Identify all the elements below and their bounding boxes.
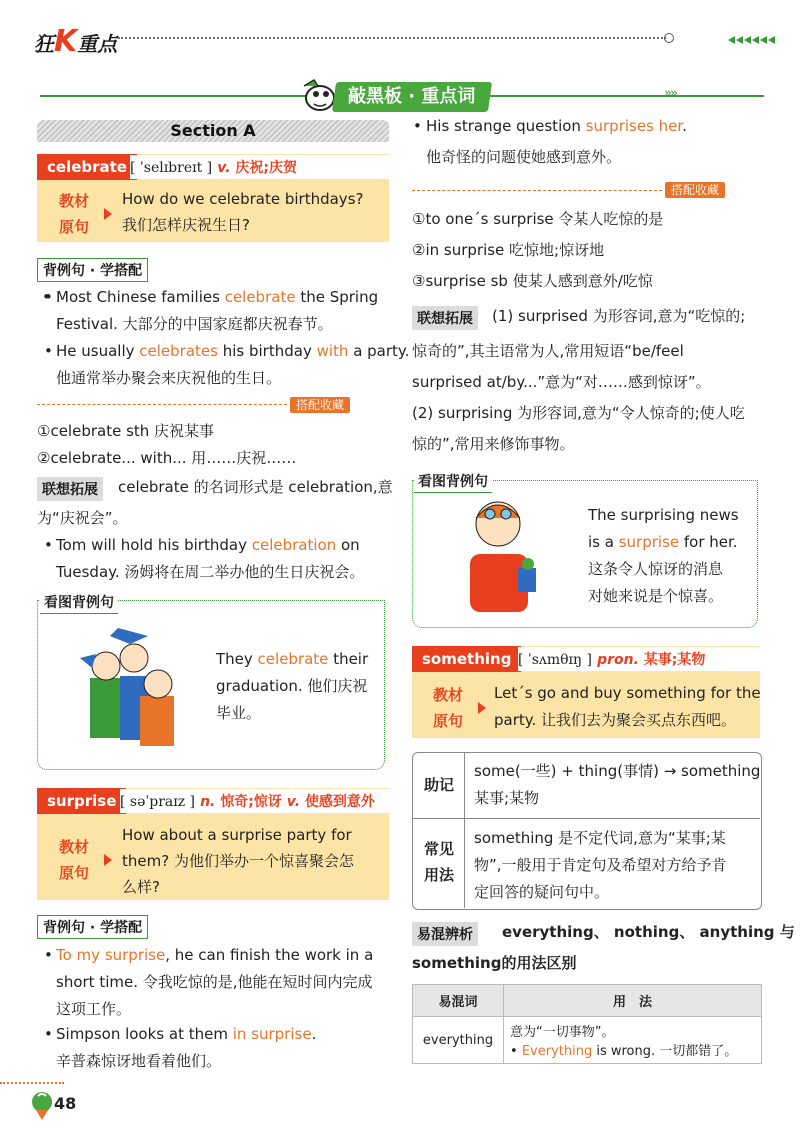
swimmer-girl-illustration bbox=[448, 492, 558, 614]
example-sentence-cont: 他通常举办聚会来庆祝他的生日。 bbox=[56, 369, 282, 387]
memo-text: some(一些) + thing(事情) → something bbox=[474, 762, 761, 780]
usage-label: 用法 bbox=[423, 866, 454, 884]
brand-rest: 重点 bbox=[77, 32, 118, 56]
textbook-label: 原句 bbox=[58, 218, 89, 236]
examples-tag: 背例句 · 学搭配 bbox=[37, 915, 148, 939]
bullet: • bbox=[44, 946, 53, 964]
celebrate-meaning: 庆祝;庆贺 bbox=[235, 160, 298, 176]
extend-text: surprised at/by...”意为“对……感到惊讶”。 bbox=[412, 373, 711, 391]
collocation: ②in surprise 吃惊地;惊讶地 bbox=[412, 241, 605, 259]
celebrate-phonetic: [ ˈselɪbreɪt ] bbox=[130, 160, 213, 176]
usage-text: 定回答的疑问句中。 bbox=[474, 883, 610, 901]
brand-k: K bbox=[54, 24, 78, 59]
extend-text: 为“庆祝会”。 bbox=[37, 509, 128, 527]
triangle-icon bbox=[728, 36, 735, 44]
example-sentence-cont: short time. 令我吃惊的是,他能在短时间内完成 bbox=[56, 973, 373, 991]
bullet: • bbox=[44, 536, 53, 554]
textbook-label: 教材 bbox=[58, 192, 89, 210]
collocation: ②celebrate... with... 用……庆祝…… bbox=[37, 449, 297, 467]
table-cell-usage: 意为“一切事物”。 • Everything is wrong. 一切都错了。 bbox=[504, 1017, 762, 1064]
table-row bbox=[413, 1017, 762, 1064]
celebrate-definition-bar bbox=[130, 155, 389, 179]
brand-logo bbox=[34, 24, 117, 59]
table-header: 易混词 bbox=[413, 985, 504, 1017]
triangle-icon bbox=[768, 36, 775, 44]
extend-text: 惊的”,常用来修饰事物。 bbox=[412, 435, 575, 453]
header-knot-icon bbox=[664, 33, 674, 43]
triangle-icon bbox=[752, 36, 759, 44]
surprise-textbook: 么样? bbox=[122, 878, 160, 896]
collocation: ①celebrate sth 庆祝某事 bbox=[37, 422, 215, 440]
brand-main: 狂 bbox=[34, 32, 54, 56]
extend-tag: 联想拓展 bbox=[412, 306, 478, 330]
collocation: ①to one´s surprise 令某人吃惊的是 bbox=[412, 210, 664, 228]
footer-dotted-line bbox=[0, 1082, 64, 1084]
dashed-separator bbox=[412, 190, 662, 191]
textbook-label: 教材 bbox=[432, 686, 463, 704]
comparison-table bbox=[412, 984, 762, 1064]
celebrate-textbook-en: How do we celebrate birthdays? bbox=[122, 190, 364, 208]
example-sentence: His strange question surprises her. bbox=[426, 117, 687, 135]
surprise-definition-bar: [ səˈpraɪz ] n. 惊奇;惊讶 v. 使感到意外 bbox=[120, 789, 389, 813]
picture-sentence: graduation. 他们庆祝 bbox=[216, 677, 368, 695]
something-textbook: Let´s go and buy something for the bbox=[494, 684, 761, 702]
picture-sentence: 这条令人惊讶的消息 bbox=[588, 560, 724, 578]
banner-title: 敲黑板 · 重点词 bbox=[332, 82, 492, 112]
pointer-icon bbox=[104, 208, 112, 220]
confuse-title: something的用法区别 bbox=[412, 954, 577, 972]
graduation-kids-illustration bbox=[70, 618, 190, 750]
example-sentence: Tom will hold his birthday celebration on bbox=[56, 536, 360, 554]
picture-sentence: 对她来说是个惊喜。 bbox=[588, 587, 724, 605]
confuse-tag: 易混辨析 bbox=[412, 922, 478, 946]
picture-tag: 看图背例句 bbox=[414, 470, 492, 493]
dashed-separator bbox=[37, 404, 287, 405]
extend-text: 惊奇的”,其主语常为人,常用短语“be/feel bbox=[412, 342, 684, 360]
extend-text: celebrate 的名词形式是 celebration,意 bbox=[118, 478, 393, 496]
example-sentence-cont: 这项工作。 bbox=[56, 1000, 132, 1018]
example-sentence-cont: Festival. 大部分的中国家庭都庆祝春节。 bbox=[56, 315, 333, 333]
celebrate-textbook-cn: 我们怎样庆祝生日? bbox=[122, 216, 250, 234]
example-sentence: To my surprise, he can finish the work in a bbox=[56, 946, 374, 964]
picture-sentence: is a surprise for her. bbox=[588, 533, 738, 551]
something-phonetic: [ ˈsʌmθɪŋ ] bbox=[518, 652, 592, 668]
example-sentence-cont: 辛普森惊讶地看着他们。 bbox=[56, 1052, 222, 1070]
table-divider bbox=[464, 752, 465, 908]
usage-text: something 是不定代词,意为“某事;某 bbox=[474, 829, 726, 847]
textbook-label: 原句 bbox=[432, 712, 463, 730]
example-sentence-cont: 他奇怪的问题使她感到意外。 bbox=[426, 148, 622, 166]
bullet: • bbox=[413, 117, 422, 135]
bullet: • bbox=[44, 342, 53, 360]
extend-tag: 联想拓展 bbox=[37, 477, 103, 501]
page-number: 48 bbox=[54, 1094, 77, 1113]
textbook-label: 教材 bbox=[58, 838, 89, 856]
picture-tag: 看图背例句 bbox=[40, 591, 118, 614]
example-sentence: Simpson looks at them in surprise. bbox=[56, 1025, 317, 1043]
textbook-label: 原句 bbox=[58, 864, 89, 882]
collect-pill: 搭配收藏 bbox=[665, 182, 725, 198]
triangle-icon bbox=[744, 36, 751, 44]
memo-label: 助记 bbox=[423, 776, 454, 794]
triangle-icon bbox=[736, 36, 743, 44]
something-definition-bar: [ ˈsʌmθɪŋ ] pron. 某事;某物 bbox=[518, 647, 760, 671]
surprise-phonetic: [ səˈpraɪz ] bbox=[120, 794, 195, 810]
usage-label: 常见 bbox=[423, 840, 454, 858]
extend-text: (2) surprising 为形容词,意为“令人惊奇的;使人吃 bbox=[412, 404, 745, 422]
picture-sentence: 毕业。 bbox=[216, 704, 262, 722]
triangle-icon bbox=[760, 36, 767, 44]
section-title: Section A bbox=[37, 120, 389, 142]
example-sentence: Most Chinese families celebrate the Spring bbox=[56, 288, 379, 306]
bullet: • bbox=[44, 288, 53, 306]
celebrate-pos: v. bbox=[217, 160, 231, 176]
bullet: • bbox=[44, 1025, 53, 1043]
example-sentence: He usually celebrates his birthday with a party. bbox=[56, 342, 410, 360]
table-row bbox=[413, 985, 762, 1017]
picture-sentence: The surprising news bbox=[588, 506, 739, 524]
table-header: 用 法 bbox=[504, 985, 762, 1017]
surprise-textbook: How about a surprise party for bbox=[122, 826, 352, 844]
table-cell-word: everything bbox=[413, 1017, 504, 1064]
something-textbook: party. 让我们去为聚会买点东西吧。 bbox=[494, 711, 737, 729]
word-celebrate: celebrate bbox=[37, 154, 137, 180]
collect-pill: 搭配收藏 bbox=[290, 397, 350, 413]
pointer-icon bbox=[478, 702, 486, 714]
header-dotted-line bbox=[118, 37, 666, 39]
extend-text: (1) surprised 为形容词,意为“吃惊的; bbox=[492, 307, 746, 325]
usage-text: 物”,一般用于肯定句及希望对方给予肯 bbox=[474, 856, 727, 874]
confuse-title: everything、 nothing、 anything 与 bbox=[502, 923, 795, 941]
memo-text: 某事;某物 bbox=[474, 789, 540, 807]
word-something: something bbox=[412, 646, 521, 672]
pointer-icon bbox=[104, 854, 112, 866]
examples-tag: 背例句 · 学搭配 bbox=[37, 258, 148, 282]
surprise-textbook: them? 为他们举办一个惊喜聚会怎 bbox=[122, 852, 354, 870]
collocation: ③surprise sb 使某人感到意外/吃惊 bbox=[412, 272, 653, 290]
banner-arrows: »» bbox=[664, 86, 676, 101]
picture-sentence: They celebrate their bbox=[216, 650, 369, 668]
example-sentence-cont: Tuesday. 汤姆将在周二举办他的生日庆祝会。 bbox=[56, 563, 365, 581]
word-surprise: surprise bbox=[37, 788, 126, 814]
